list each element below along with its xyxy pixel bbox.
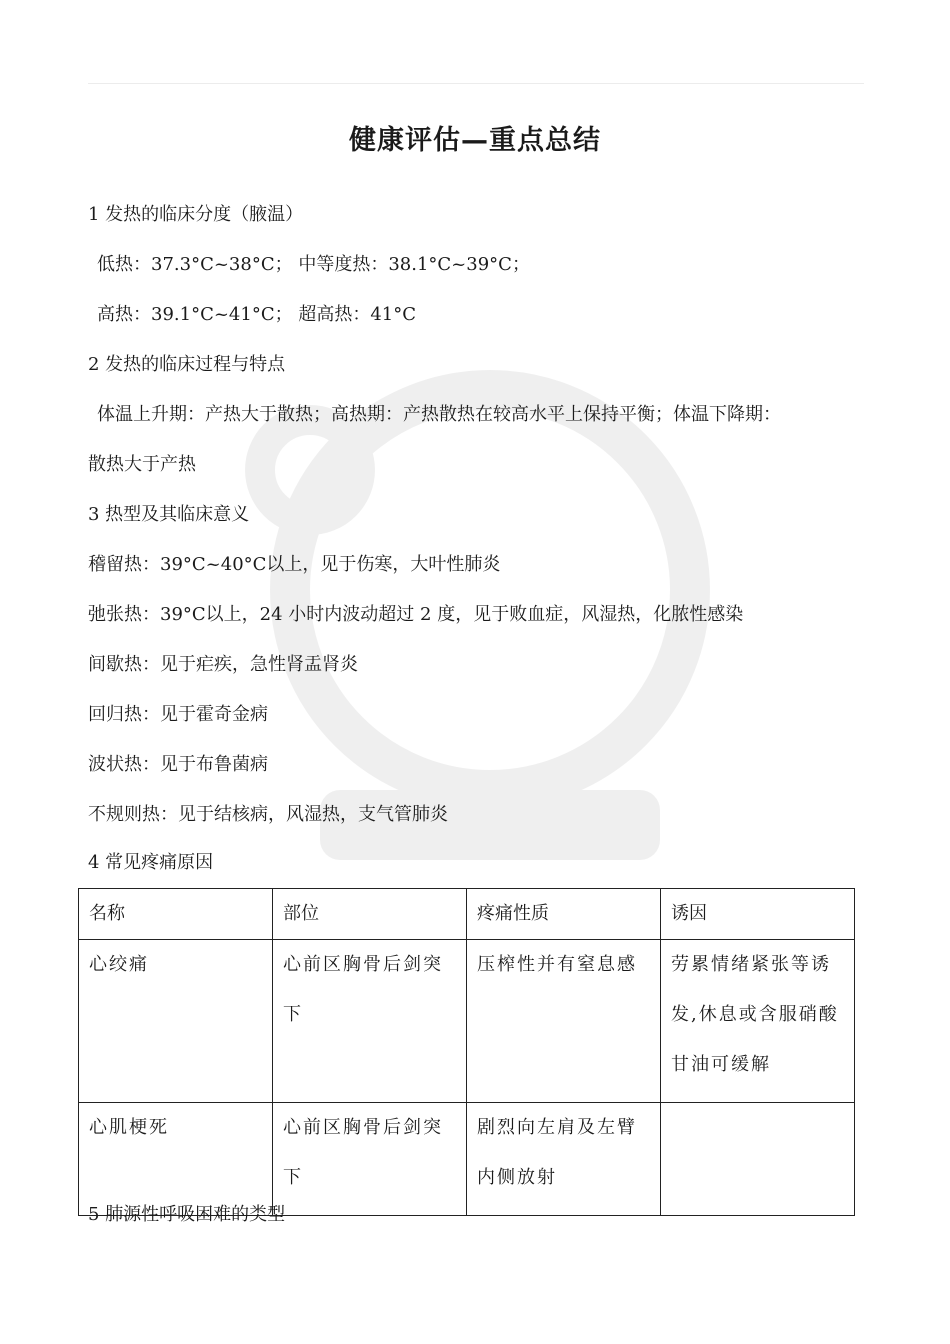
table-header-cell: 诱因 [661,889,855,940]
fever-type-item: 稽留热：39°C~40°C以上，见于伤寒，大叶性肺炎 [88,554,501,575]
table-header-row [79,889,855,940]
page-title: 健康评估—重点总结 [349,125,601,156]
section-4-heading: 4 常见疼痛原因 [88,852,214,873]
fever-type-item: 弛张热：39°C以上，24 小时内波动超过 2 度，见于败血症，风湿热，化脓性感染 [88,604,744,625]
fever-process-line-1: 体温上升期：产热大于散热；高热期：产热散热在较高水平上保持平衡；体温下降期： [97,404,781,425]
fever-type-item: 不规则热：见于结核病，风湿热，支气管肺炎 [88,804,448,825]
table-row [79,940,855,1103]
table-cell: 心绞痛 [79,940,273,1103]
table-cell: 劳累情绪紧张等诱发,休息或含服硝酸甘油可缓解 [661,940,855,1103]
fever-type-item: 间歇热：见于疟疾，急性肾盂肾炎 [88,654,358,675]
section-2-heading: 2 发热的临床过程与特点 [88,354,286,375]
fever-type-item: 回归热：见于霍奇金病 [88,704,268,725]
table-cell: 心肌梗死 [79,1103,273,1216]
section-1-heading: 1 发热的临床分度（腋温） [88,204,304,225]
pain-causes-table [78,888,855,1216]
table-cell: 心前区胸骨后剑突下 [273,1103,467,1216]
table-cell [661,1103,855,1216]
table-row [79,1103,855,1216]
section-5-heading: 5 肺源性呼吸困难的类型 [88,1204,286,1225]
table-header-cell: 疼痛性质 [467,889,661,940]
section-3-heading: 3 热型及其临床意义 [88,504,250,525]
table-cell: 心前区胸骨后剑突下 [273,940,467,1103]
fever-grade-line-1: 低热：37.3°C~38°C； 中等度热：38.1°C~39°C； [97,254,530,275]
table-cell: 剧烈向左肩及左臂内侧放射 [467,1103,661,1216]
fever-grade-line-2: 高热：39.1°C~41°C； 超高热：41°C [97,304,417,325]
table-header-cell: 部位 [273,889,467,940]
fever-process-line-2: 散热大于产热 [88,454,196,475]
table-header-cell: 名称 [79,889,273,940]
table-cell: 压榨性并有窒息感 [467,940,661,1103]
top-rule [88,83,864,84]
fever-type-item: 波状热：见于布鲁菌病 [88,754,268,775]
